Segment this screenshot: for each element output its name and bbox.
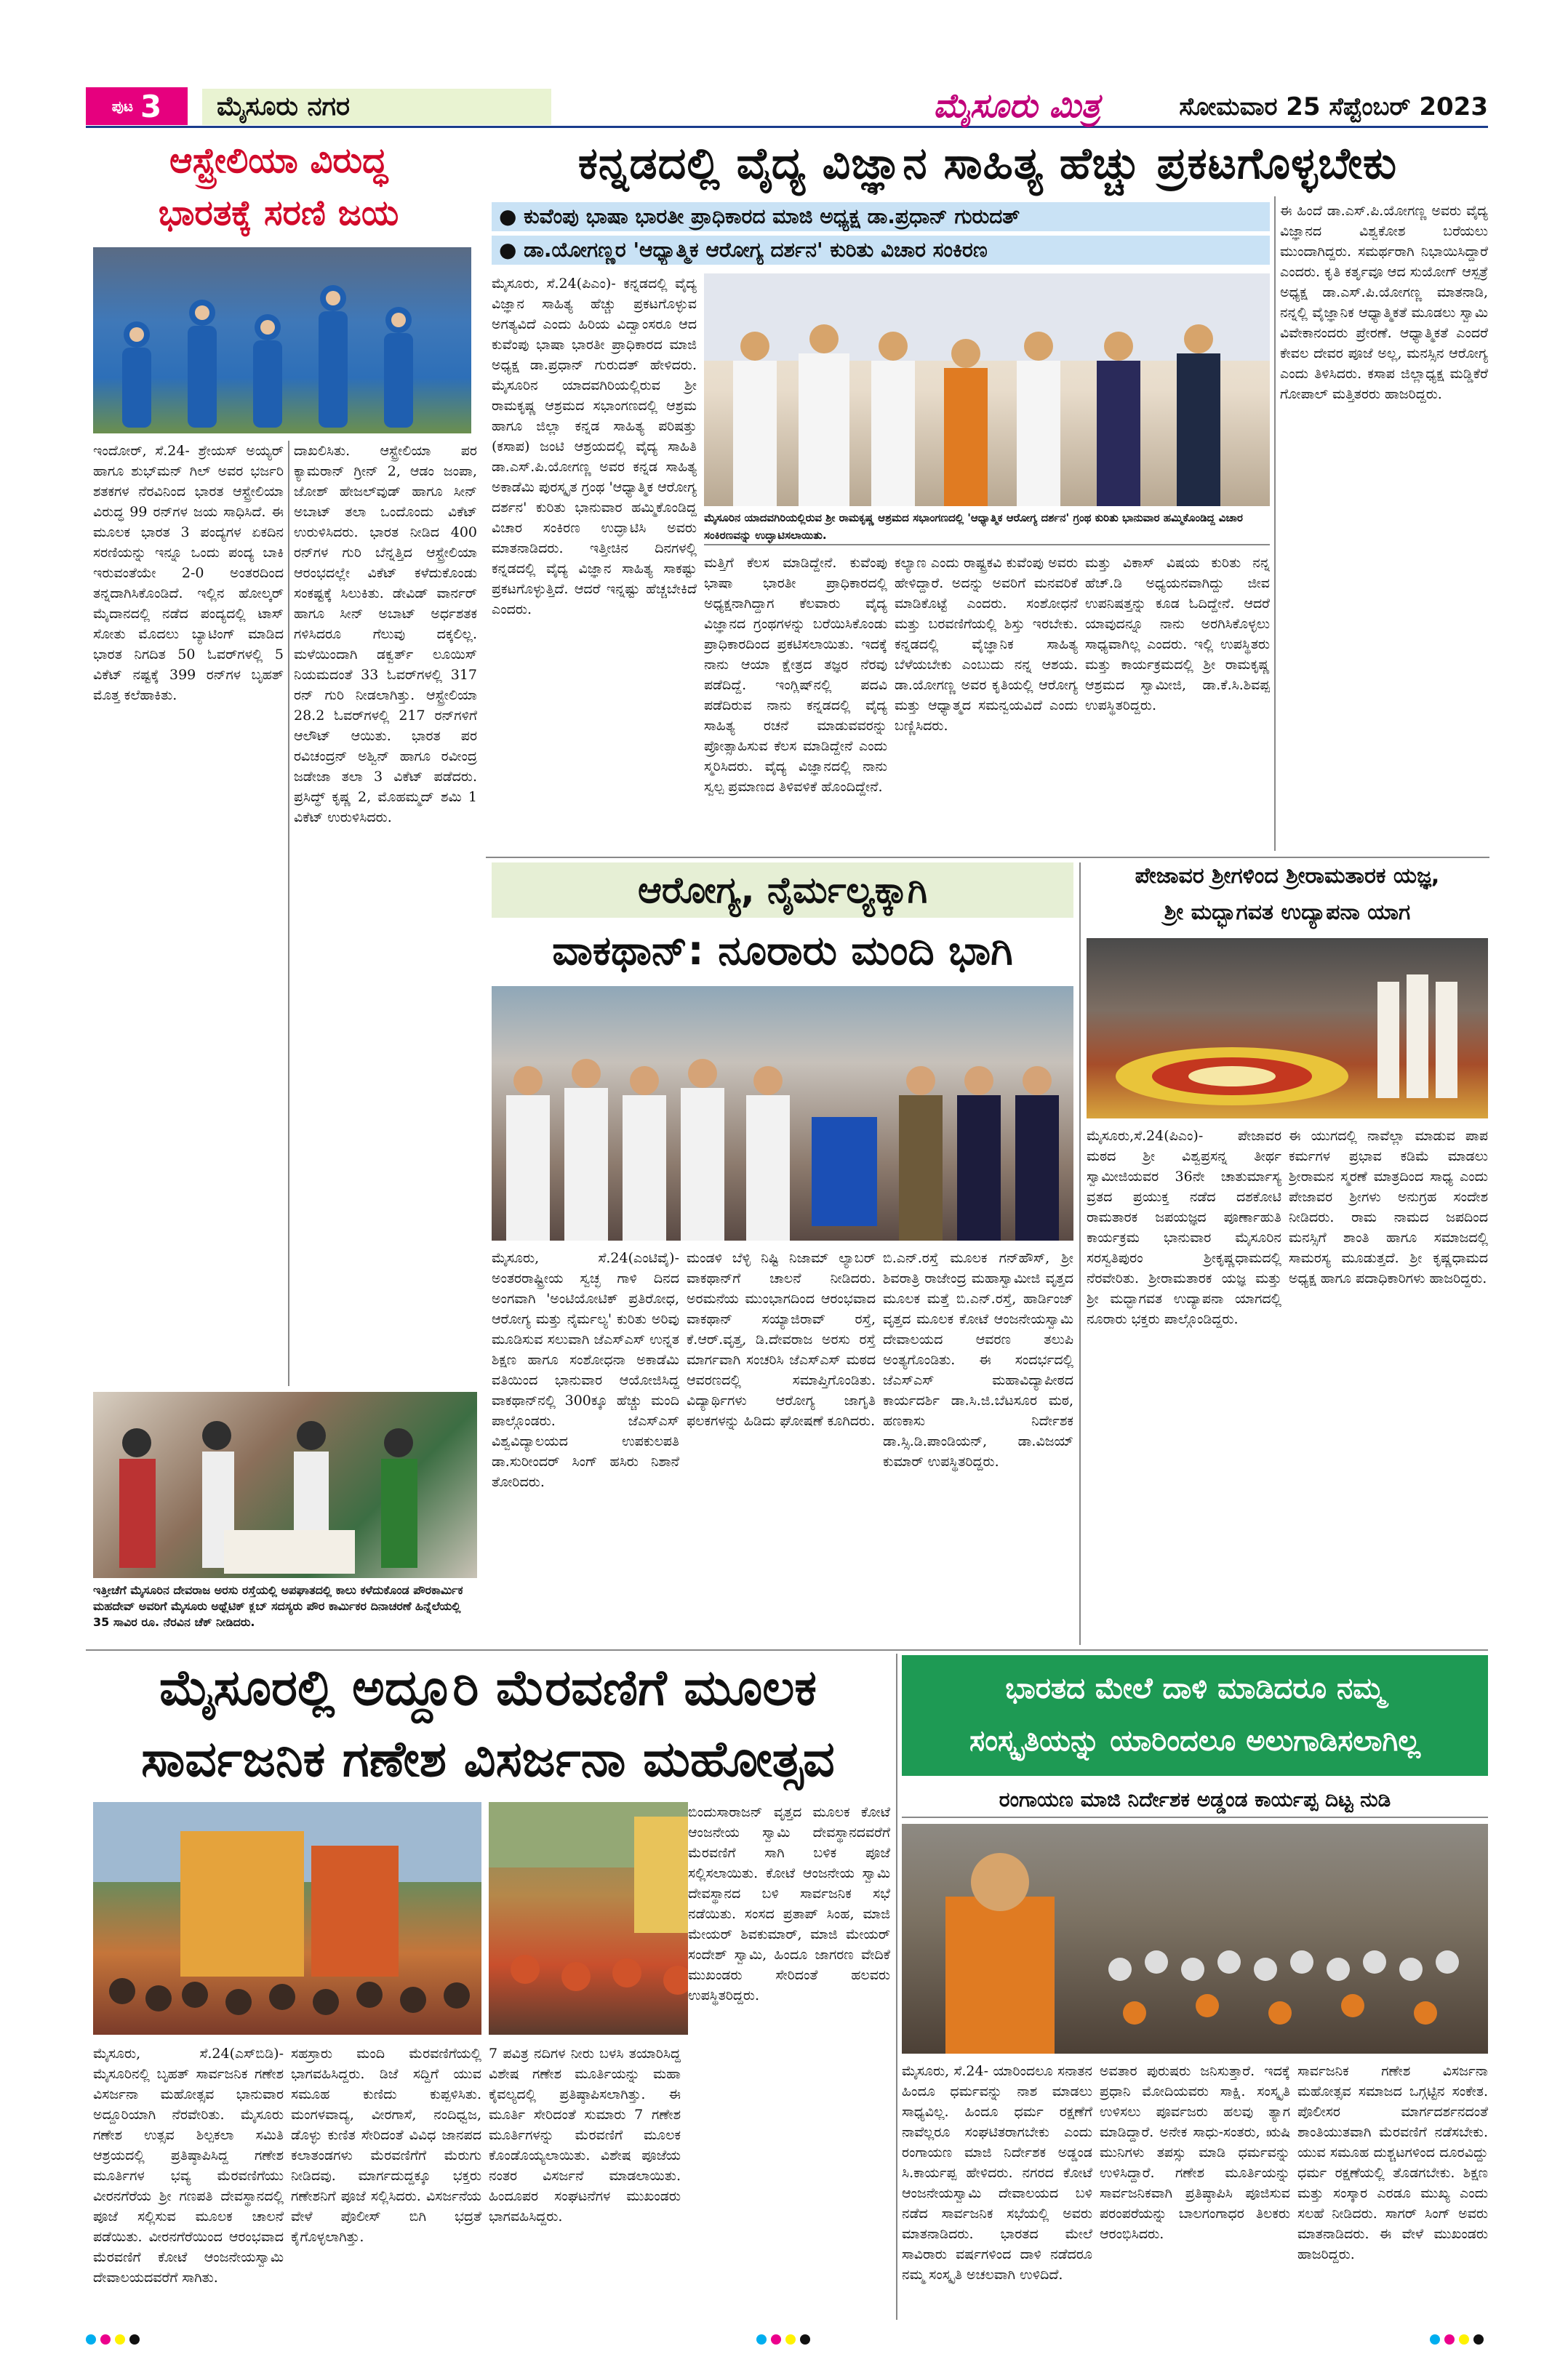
procession-illustration (93, 1802, 481, 2035)
seminar-dignitaries-photo (704, 273, 1270, 506)
magenta-dot (100, 2334, 111, 2345)
ganesha-article-col2: ಸಹಸ್ರಾರು ಮಂದಿ ಮೆರವಣಿಗೆಯಲ್ಲಿ ಭಾಗವಹಿಸಿದ್ದರು. ಡಿಜೆ ಸದ್ದಿಗೆ ಯುವ ಸಮೂಹ ಕುಣಿದು ಕುಪ್ಪಳಿಸಿತು. ಮಂಗಳವಾದ್ಯ, ವೀರಗಾಸೆ, ನಂದಿಧ್ವಜ, ಡೊಳ್ಳು ಕುಣಿತ ಸೇರಿದಂತೆ ವಿವಿಧ ಜಾನಪದ ಕಲಾತಂಡಗಳು ಮೆರವಣಿಗೆಗೆ ಮೆರುಗು ನೀಡಿದವು. ಮಾರ್ಗದುದ್ದಕ್ಕೂ ಭಕ್ತರು ಗಣೇಶನಿಗೆ ಪೂಜೆ ಸಲ್ಲಿಸಿದರು. ವಿಸರ್ಜನೆಯ ವೇಳೆ ಪೊಲೀಸ್ ಬಿಗಿ ಭದ್ರತೆ ಕೈಗೊಳ್ಳಲಾಗಿತ್ತು. (291, 2046, 481, 2245)
seminar-article-right: ಈ ಹಿಂದೆ ಡಾ.ಎಸ್.ಪಿ.ಯೋಗಣ್ಣ ಅವರು ವೈದ್ಯ ವಿಜ್ಞಾನದ ವಿಶ್ವಕೋಶ ಬರೆಯಲು ಮುಂದಾಗಿದ್ದರು. ಸಮರ್ಥರಾಗಿ ನಿಭಾಯಿಸಿದ್ದಾರೆ ಎಂದರು. ಕೃತಿ ಕರ್ತೃವೂ ಆದ ಸುಯೋಗ್ ಆಸ್ಪತ್ರೆ ಅಧ್ಯಕ್ಷ ಡಾ.ಎಸ್.ಪಿ.ಯೋಗಣ್ಣ ಮಾತನಾಡಿ, ನನ್ನಲ್ಲಿ ವೈಜ್ಞಾನಿಕ ಆಧ್ಯಾತ್ಮಿಕತೆ ಮೂಡಲು ಸ್ವಾಮಿ ವಿವೇಕಾನಂದರು ಪ್ರೇರಣೆ. ಆಧ್ಯಾತ್ಮಿಕತೆ ಎಂದರೆ ಕೇವಲ ದೇವರ ಪೂಜೆ ಅಲ್ಲ, ಮನಸ್ಸಿನ ಆರೋಗ್ಯ ಎಂದು ತಿಳಿಸಿದರು. ಕಸಾಪ ಜಿಲ್ಲಾಧ್ಯಕ್ಷ ಮಡ್ಡಿಕೆರೆ ಗೋಪಾಲ್ ಮತ್ತಿತರರು ಹಾಜರಿದ್ದರು. (1280, 203, 1488, 402)
cyan-dot (86, 2334, 96, 2345)
page-label: ಪುಟ (111, 97, 134, 115)
hospital-photo-caption: ಇತ್ತೀಚೆಗೆ ಮೈಸೂರಿನ ದೇವರಾಜ ಅರಸು ರಸ್ತೆಯಲ್ಲಿ ಅಪಘಾತದಲ್ಲಿ ಕಾಲು ಕಳೆದುಕೊಂಡ ಪೌರಕಾರ್ಮಿಕ ಮಹದೇವ್ ಅವರಿಗೆ ಮೈಸೂರು ಅಥ್ಲೆಟಿಕ್ ಕ್ಲಬ್ ಸದಸ್ಯರು ಪೌರ ಕಾರ್ಮಿಕರ ದಿನಾಚರಣೆ ಹಿನ್ನೆಲೆಯಲ್ಲಿ 35 ಸಾವಿರ ರೂ. ನೆರವಿನ ಚೆಕ್ ನೀಡಿದರು. (93, 1583, 463, 1629)
masthead: ಮೈಸೂರು ಮಿತ್ರ (933, 86, 1100, 125)
column-divider (1079, 862, 1081, 1645)
culture-article-col1: ಮೈಸೂರು, ಸೆ.24- ಯಾರಿಂದಲೂ ಸನಾತನ ಹಿಂದೂ ಧರ್ಮವನ್ನು ನಾಶ ಮಾಡಲು ಸಾಧ್ಯವಿಲ್ಲ. ಹಿಂದೂ ಧರ್ಮ ರಕ್ಷಣೆಗೆ ನಾವೆಲ್ಲರೂ ಸಂಘಟಿತರಾಗಬೇಕು ಎಂದು ರಂಗಾಯಣ ಮಾಜಿ ನಿರ್ದೇಶಕ ಅಡ್ಡಂಡ ಸಿ.ಕಾರ್ಯಪ್ಪ ಹೇಳಿದರು. ನಗರದ ಕೋಟೆ ಆಂಜನೇಯಸ್ವಾಮಿ ದೇವಾಲಯದ ಬಳಿ ನಡೆದ ಸಾರ್ವಜನಿಕ ಸಭೆಯಲ್ಲಿ ಅವರು ಮಾತನಾಡಿದರು. ಭಾರತದ ಮೇಲೆ ಸಾವಿರಾರು ವರ್ಷಗಳಿಂದ ದಾಳಿ ನಡೆದರೂ ನಮ್ಮ ಸಂಸ್ಕೃತಿ ಅಚಲವಾಗಿ ಉಳಿದಿದೆ. (902, 2063, 1092, 2283)
yaga-article-col1: ಮೈಸೂರು,ಸೆ.24(ಪಿಎಂ)- ಪೇಜಾವರ ಮಠದ ಶ್ರೀ ವಿಶ್ವಪ್ರಸನ್ನ ತೀರ್ಥ ಸ್ವಾಮೀಜಿಯವರ 36ನೇ ಚಾತುರ್ಮಾಸ್ಯ ವ್ರತದ ಪ್ರಯುಕ್ತ ನಡೆದ ದಶಕೋಟಿ ರಾಮತಾರಕ ಜಪಯಜ್ಞದ ಪೂರ್ಣಾಹುತಿ ಕಾರ್ಯಕ್ರಮ ಭಾನುವಾರ ಮೈಸೂರಿನ ಸರಸ್ವತಿಪುರಂ ಶ್ರೀಕೃಷ್ಣಧಾಮದಲ್ಲಿ ನೆರವೇರಿತು. ಶ್ರೀರಾಮತಾರಕ ಯಜ್ಞ ಮತ್ತು ಶ್ರೀ ಮದ್ಭಾಗವತ ಉದ್ಯಾಪನಾ ಯಾಗದಲ್ಲಿ ನೂರಾರು ಭಕ್ತರು ಪಾಲ್ಗೊಂಡಿದ್ದರು. (1087, 1128, 1281, 1327)
culture-headline-1: ಭಾರತದ ಮೇಲೆ ದಾಳಿ ಮಾಡಿದರೂ ನಮ್ಮ (1005, 1672, 1385, 1705)
speaker-crowd-illustration (902, 1824, 1488, 2054)
seminar-article-col-a: ಮತ್ತಿಗೆ ಕೆಲಸ ಮಾಡಿದ್ದೇನೆ. ಕುವೆಂಪು ಭಾಷಾ ಭಾರತೀ ಪ್ರಾಧಿಕಾರದಲ್ಲಿ ಅಧ್ಯಕ್ಷನಾಗಿದ್ದಾಗ ಕೆಲವಾರು ವೈದ್ಯ ವಿಜ್ಞಾನದ ಗ್ರಂಥಗಳನ್ನು ಬರೆಯಿಸಿಕೊಂಡು ಪ್ರಾಧಿಕಾರದಿಂದ ಪ್ರಕಟಿಸಲಾಯಿತು. ಇದಕ್ಕೆ ನಾನು ಆಯಾ ಕ್ಷೇತ್ರದ ತಜ್ಞರ ನೆರವು ಪಡೆದಿದ್ದೆ. ಇಂಗ್ಲಿಷ್‌ನಲ್ಲಿ ಪದವಿ ಪಡೆದಿರುವ ನಾನು ಕನ್ನಡದಲ್ಲಿ ವೈದ್ಯ ಸಾಹಿತ್ಯ ರಚನೆ ಮಾಡುವವರನ್ನು ಪ್ರೋತ್ಸಾಹಿಸುವ ಕೆಲಸ ಮಾಡಿದ್ದೇನೆ ಎಂದು ಸ್ಮರಿಸಿದರು. ವೈದ್ಯ ವಿಜ್ಞಾನದಲ್ಲಿ ನಾನು ಸ್ವಲ್ಪ ಪ್ರಮಾಣದ ತಿಳಿವಳಿಕೆ ಹೊಂದಿದ್ದೇನೆ. (704, 555, 887, 795)
cricket-headline-1: ಆಸ್ಟ್ರೇಲಿಯಾ ವಿರುದ್ಧ (169, 140, 388, 181)
seminar-subhead-2: ● ಡಾ.ಯೋಗಣ್ಣರ 'ಆಧ್ಯಾತ್ಮಿಕ ಆರೋಗ್ಯ ದರ್ಶನ' ಕುರಿತು ವಿಚಾರ ಸಂಕಿರಣ (492, 236, 1270, 265)
walkathon-article-col1: ಮೈಸೂರು, ಸೆ.24(ಎಂಟಿವೈ)- ಅಂತರರಾಷ್ಟ್ರೀಯ ಸ್ವಚ್ಛ ಗಾಳಿ ದಿನದ ಅಂಗವಾಗಿ 'ಅಂಟಿಯೋಟಿಕ್ ಪ್ರತಿರೋಧ, ಆರೋಗ್ಯ ಮತ್ತು ನೈರ್ಮಲ್ಯ' ಕುರಿತು ಅರಿವು ಮೂಡಿಸುವ ಸಲುವಾಗಿ ಜೆಎಸ್‌ಎಸ್ ಉನ್ನತ ಶಿಕ್ಷಣ ಹಾಗೂ ಸಂಶೋಧನಾ ಅಕಾಡೆಮಿ ವತಿಯಿಂದ ಭಾನುವಾರ ಆಯೋಜಿಸಿದ್ದ ವಾಕಥಾನ್‌ನಲ್ಲಿ 300ಕ್ಕೂ ಹೆಚ್ಚು ಮಂದಿ ಪಾಲ್ಗೊಂಡರು. ಜೆಎಸ್‌ಎಸ್ ವಿಶ್ವವಿದ್ಯಾಲಯದ ಉಪಕುಲಪತಿ ಡಾ.ಸುರೀಂದರ್ ಸಿಂಗ್ ಹಸಿರು ನಿಶಾನೆ ತೋರಿದರು. (492, 1250, 679, 1490)
column-divider (288, 441, 289, 1386)
yellow-dot (115, 2334, 125, 2345)
walkathon-headline-2: ವಾಕಥಾನ್: ನೂರಾರು ಮಂದಿ ಭಾಗಿ (552, 927, 1013, 974)
magenta-dot (771, 2334, 781, 2345)
cricket-players-illustration (93, 247, 471, 433)
ganesha-headline-1: ಮೈಸೂರಲ್ಲಿ ಅದ್ದೂರಿ ಮೆರವಣಿಗೆ ಮೂಲಕ (159, 1660, 817, 1717)
yaga-article-col2: ಈ ಯುಗದಲ್ಲಿ ನಾವೆಲ್ಲಾ ಮಾಡುವ ಪಾಪ ಕರ್ಮಗಳ ಪ್ರಭಾವ ಕಡಿಮೆ ಮಾಡಲು ಶ್ರೀರಾಮನ ಸ್ಮರಣೆ ಮಾತ್ರದಿಂದ ಸಾಧ್ಯ ಎಂದು ಪೇಜಾವರ ಶ್ರೀಗಳು ಅನುಗ್ರಹ ಸಂದೇಶ ನೀಡಿದರು. ರಾಮ ನಾಮದ ಜಪದಿಂದ ಮನಸ್ಸಿಗೆ ಶಾಂತಿ ಹಾಗೂ ಸಮಾಜದಲ್ಲಿ ಸಾಮರಸ್ಯ ಮೂಡುತ್ತದೆ. ಶ್ರೀ ಕೃಷ್ಣಧಾಮದ ಅಧ್ಯಕ್ಷ ಹಾಗೂ ಪದಾಧಿಕಾರಿಗಳು ಹಾಜರಿದ್ದರು. (1289, 1128, 1488, 1286)
header-date: ಸೋಮವಾರ 25 ಸೆಪ್ಟೆಂಬರ್ 2023 (1179, 92, 1488, 121)
yellow-dot (785, 2334, 796, 2345)
yellow-dot (1459, 2334, 1469, 2345)
culture-article-col3: ಸಾರ್ವಜನಿಕ ಗಣೇಶ ವಿಸರ್ಜನಾ ಮಹೋತ್ಸವ ಸಮಾಜದ ಒಗ್ಗಟ್ಟಿನ ಸಂಕೇತ. ಪೊಲೀಸರ ಮಾರ್ಗದರ್ಶನದಂತೆ ಶಾಂತಿಯುತವಾಗಿ ಮೆರವಣಿಗೆ ನಡೆಸಬೇಕು. ಯುವ ಸಮೂಹ ದುಶ್ಚಟಗಳಿಂದ ದೂರವಿದ್ದು ಧರ್ಮ ರಕ್ಷಣೆಯಲ್ಲಿ ತೊಡಗಬೇಕು. ಶಿಕ್ಷಣ ಮತ್ತು ಸಂಸ್ಕಾರ ಎರಡೂ ಮುಖ್ಯ ಎಂದು ಸಲಹೆ ನೀಡಿದರು. ಸಾಗರ್ ಸಿಂಗ್ ಅವರು ಮಾತನಾಡಿದರು. ಈ ವೇಳೆ ಮುಖಂಡರು ಹಾಜರಿದ್ದರು. (1297, 2063, 1488, 2262)
seminar-headline: ಕನ್ನಡದಲ್ಲಿ ವೈದ್ಯ ವಿಜ್ಞಾನ ಸಾಹಿತ್ಯ ಹೆಚ್ಚು ಪ್ರಕಟಗೊಳ್ಳಬೇಕು (577, 138, 1398, 189)
culture-speaker-photo (902, 1824, 1488, 2054)
cyan-dot (1430, 2334, 1440, 2345)
seminar-article-left: ಮೈಸೂರು, ಸೆ.24(ಪಿಎಂ)- ಕನ್ನಡದಲ್ಲಿ ವೈದ್ಯ ವಿಜ್ಞಾನ ಸಾಹಿತ್ಯ ಹೆಚ್ಚು ಪ್ರಕಟಗೊಳ್ಳುವ ಅಗತ್ಯವಿದೆ ಎಂದು ಹಿರಿಯ ವಿದ್ವಾಂಸರೂ ಆದ ಕುವೆಂಪು ಭಾಷಾ ಭಾರತೀ ಪ್ರಾಧಿಕಾರದ ಮಾಜಿ ಅಧ್ಯಕ್ಷ ಡಾ.ಪ್ರಧಾನ್ ಗುರುದತ್ ಹೇಳಿದರು. ಮೈಸೂರಿನ ಯಾದವಗಿರಿಯಲ್ಲಿರುವ ಶ್ರೀ ರಾಮಕೃಷ್ಣ ಆಶ್ರಮದ ಸಭಾಂಗಣದಲ್ಲಿ ಆಶ್ರಮ ಹಾಗೂ ಜಿಲ್ಲಾ ಕನ್ನಡ ಸಾಹಿತ್ಯ ಪರಿಷತ್ತು (ಕಸಾಪ) ಜಂಟಿ ಆಶ್ರಯದಲ್ಲಿ ವೈದ್ಯ ಸಾಹಿತಿ ಡಾ.ಎಸ್.ಪಿ.ಯೋಗಣ್ಣ ಅವರ ಕನ್ನಡ ಸಾಹಿತ್ಯ ಅಕಾಡೆಮಿ ಪುರಸ್ಕೃತ ಗ್ರಂಥ 'ಆಧ್ಯಾತ್ಮಿಕ ಆರೋಗ್ಯ ದರ್ಶನ' ಕುರಿತು ಭಾನುವಾರ ಹಮ್ಮಿಕೊಂಡಿದ್ದ ವಿಚಾರ ಸಂಕಿರಣ ಉದ್ಘಾಟಿಸಿ ಅವರು ಮಾತನಾಡಿದರು. ಇತ್ತೀಚಿನ ದಿನಗಳಲ್ಲಿ ಕನ್ನಡದಲ್ಲಿ ವೈದ್ಯ ವಿಜ್ಞಾನ ಸಾಹಿತ್ಯ ಸಾಕಷ್ಟು ಪ್ರಕಟಗೊಳ್ಳುತ್ತಿದೆ. ಆದರೆ ಇನ್ನಷ್ಟು ಹೆಚ್ಚಬೇಕಿದೆ ಎಂದರು. (492, 276, 697, 617)
walkathon-article-col3: ಬಿ.ಎನ್.ರಸ್ತೆ ಮೂಲಕ ಗನ್‌ಹೌಸ್, ಶ್ರೀ ಶಿವರಾತ್ರಿ ರಾಜೇಂದ್ರ ಮಹಾಸ್ವಾಮೀಜಿ ವೃತ್ತದ ಮೂಲಕ ಮತ್ತೆ ಬಿ.ಎನ್.ರಸ್ತೆ, ಹಾರ್ಡಿಂಜ್ ವೃತ್ತದ ಮೂಲಕ ಕೋಟೆ ಆಂಜನೇಯಸ್ವಾಮಿ ದೇವಾಲಯದ ಆವರಣ ತಲುಪಿ ಅಂತ್ಯಗೊಂಡಿತು. ಈ ಸಂದರ್ಭದಲ್ಲಿ ಜೆಎಸ್‌ಎಸ್ ಮಹಾವಿದ್ಯಾಪೀಠದ ಕಾರ್ಯದರ್ಶಿ ಡಾ.ಸಿ.ಜಿ.ಬೆಟಸೂರ ಮಠ, ಹಣಕಾಸು ನಿರ್ದೇಶಕ ಡಾ.ಸ್ಸಿ.ಡಿ.ಪಾಂಡಿಯನ್, ಡಾ.ವಿಜಯ್ ಕುಮಾರ್ ಉಪಸ್ಥಿತರಿದ್ದರು. (883, 1250, 1073, 1470)
registration-marks-right (1430, 2334, 1488, 2346)
hospital-cheque-photo (93, 1392, 477, 1578)
seminar-subhead-1: ● ಕುವೆಂಪು ಭಾಷಾ ಭಾರತೀ ಪ್ರಾಧಿಕಾರದ ಮಾಜಿ ಅಧ್ಯಕ್ಷ ಡಾ.ಪ್ರಧಾನ್ ಗುರುದತ್ (492, 202, 1270, 231)
walkathon-article-col2: ಮಂಡಳಿ ಬೆಳ್ಳಿ ನಿಷ್ಟಿ ನಿಜಾಮ್ ಲ್ಯಾಬರ್ ವಾಕಥಾನ್‌ಗೆ ಚಾಲನೆ ನೀಡಿದರು. ಅರಮನೆಯ ಮುಂಭಾಗದಿಂದ ಆರಂಭವಾದ ವಾಕಥಾನ್ ಸಯ್ಯಾಜಿರಾವ್ ರಸ್ತೆ, ಕೆ.ಆರ್.ವೃತ್ತ, ಡಿ.ದೇವರಾಜ ಅರಸು ರಸ್ತೆ ಮಾರ್ಗವಾಗಿ ಸಂಚರಿಸಿ ಜೆಎಸ್‌ಎಸ್ ಮಠದ ಆವರಣದಲ್ಲಿ ಸಮಾಪ್ತಿಗೊಂಡಿತು. ವಿದ್ಯಾರ್ಥಿಗಳು ಆರೋಗ್ಯ ಜಾಗೃತಿ ಫಲಕಗಳನ್ನು ಹಿಡಿದು ಘೋಷಣೆ ಕೂಗಿದರು. (687, 1250, 876, 1429)
ganesha-procession-photo-1 (93, 1802, 481, 2035)
black-dot (1473, 2334, 1484, 2345)
column-divider (896, 1654, 897, 2320)
yaga-fire-illustration (1087, 938, 1488, 1118)
magenta-dot (1444, 2334, 1455, 2345)
yaga-ritual-photo (1087, 938, 1488, 1118)
seminar-photo-caption: ಮೈಸೂರಿನ ಯಾದವಗಿರಿಯಲ್ಲಿರುವ ಶ್ರೀ ರಾಮಕೃಷ್ಣ ಆಶ್ರಮದ ಸಭಾಂಗಣದಲ್ಲಿ 'ಆಧ್ಯಾತ್ಮಿಕ ಆರೋಗ್ಯ ದರ್ಶನ' ಗ್ರಂಥ ಕುರಿತು ಭಾನುವಾರ ಹಮ್ಮಿಕೊಂಡಿದ್ದ ವಿಚಾರ ಸಂಕಿರಣವನ್ನು ಉದ್ಘಾಟಿಸಲಾಯಿತು. (704, 509, 1270, 545)
cyan-dot (756, 2334, 767, 2345)
walkathon-photo (492, 986, 1073, 1241)
culture-article-col2: ಅವತಾರ ಪುರುಷರು ಜನಿಸುತ್ತಾರೆ. ಇದಕ್ಕೆ ಪ್ರಧಾನಿ ಮೋದಿಯವರು ಸಾಕ್ಷಿ. ಸಂಸ್ಕೃತಿ ಉಳಿಸಲು ಪೂರ್ವಜರು ಹಲವು ತ್ಯಾಗ ಮಾಡಿದ್ದಾರೆ. ಅನೇಕ ಸಾಧು-ಸಂತರು, ಋಷಿ ಮುನಿಗಳು ತಪಸ್ಸು ಮಾಡಿ ಧರ್ಮವನ್ನು ಉಳಿಸಿದ್ದಾರೆ. ಗಣೇಶ ಮೂರ್ತಿಯನ್ನು ಸಾರ್ವಜನಿಕವಾಗಿ ಪ್ರತಿಷ್ಠಾಪಿಸಿ ಪೂಜಿಸುವ ಪರಂಪರೆಯನ್ನು ಬಾಲಗಂಗಾಧರ ತಿಲಕರು ಆರಂಭಿಸಿದರು. (1100, 2063, 1290, 2242)
ganesha-article-col1: ಮೈಸೂರು, ಸೆ.24(ಎಸ್‌ಬಿಡಿ)- ಮೈಸೂರಿನಲ್ಲಿ ಬೃಹತ್ ಸಾರ್ವಜನಿಕ ಗಣೇಶ ವಿಸರ್ಜನಾ ಮಹೋತ್ಸವ ಭಾನುವಾರ ಅದ್ದೂರಿಯಾಗಿ ನೆರವೇರಿತು. ಮೈಸೂರು ಗಣೇಶ ಉತ್ಸವ ಶಿಲ್ಪಕಲಾ ಸಮಿತಿ ಆಶ್ರಯದಲ್ಲಿ ಪ್ರತಿಷ್ಠಾಪಿಸಿದ್ದ ಗಣೇಶ ಮೂರ್ತಿಗಳ ಭವ್ಯ ಮೆರವಣಿಗೆಯು ವೀರನಗೆರೆಯ ಶ್ರೀ ಗಣಪತಿ ದೇವಸ್ಥಾನದಲ್ಲಿ ಪೂಜೆ ಸಲ್ಲಿಸುವ ಮೂಲಕ ಚಾಲನೆ ಪಡೆಯಿತು. ವೀರನಗೆರೆಯಿಂದ ಆರಂಭವಾದ ಮೆರವಣಿಗೆ ಕೋಟೆ ಆಂಜನೇಯಸ್ವಾಮಿ ದೇವಾಲಯದವರೆಗೆ ಸಾಗಿತು. (93, 2046, 284, 2286)
cricket-article-col2: ದಾಖಲಿಸಿತು. ಆಸ್ಟ್ರೇಲಿಯಾ ಪರ ಕ್ಯಾಮರಾನ್ ಗ್ರೀನ್ 2, ಆಡಂ ಜಂಪಾ, ಜೋಶ್ ಹೇಜಲ್‌ವುಡ್ ಹಾಗೂ ಸೀನ್ ಅಬಾಟ್ ತಲಾ ಒಂದೊಂದು ವಿಕೆಟ್ ಉರುಳಿಸಿದರು. ಭಾರತ ನೀಡಿದ 400 ರನ್‌ಗಳ ಗುರಿ ಬೆನ್ನತ್ತಿದ ಆಸ್ಟ್ರೇಲಿಯಾ ಆರಂಭದಲ್ಲೇ ವಿಕೆಟ್ ಕಳೆದುಕೊಂಡು ಸಂಕಷ್ಟಕ್ಕೆ ಸಿಲುಕಿತು. ಡೇವಿಡ್ ವಾರ್ನರ್ ಹಾಗೂ ಸೀನ್ ಅಬಾಟ್ ಅರ್ಧಶತಕ ಗಳಿಸಿದರೂ ಗೆಲುವು ದಕ್ಕಲಿಲ್ಲ. ಮಳೆಯಿಂದಾಗಿ ಡಕ್ವರ್ತ್ ಲೂಯಿಸ್ ನಿಯಮದಂತೆ 33 ಓವರ್‌ಗಳಲ್ಲಿ 317 ರನ್ ಗುರಿ ನೀಡಲಾಗಿತ್ತು. ಆಸ್ಟ್ರೇಲಿಯಾ 28.2 ಓವರ್‌ಗಳಲ್ಲಿ 217 ರನ್‌ಗಳಿಗೆ ಆಲೌಟ್ ಆಯಿತು. ಭಾರತ ಪರ ರವಿಚಂದ್ರನ್ ಅಶ್ವಿನ್ ಹಾಗೂ ರವೀಂದ್ರ ಜಡೇಜಾ ತಲಾ 3 ವಿಕೆಟ್ ಪಡೆದರು. ಪ್ರಸಿದ್ಧ್ ಕೃಷ್ಣ 2, ಮೊಹಮ್ಮದ್ ಶಮಿ 1 ವಿಕೆಟ್ ಉರುಳಿಸಿದರು. (294, 443, 477, 825)
ganesha-article-col3: 7 ಪವಿತ್ರ ನದಿಗಳ ನೀರು ಬಳಸಿ ತಯಾರಿಸಿದ್ದ ವಿಶೇಷ ಗಣೇಶ ಮೂರ್ತಿಯನ್ನು ಮಹಾ ಕೈವಲ್ಯದಲ್ಲಿ ಪ್ರತಿಷ್ಠಾಪಿಸಲಾಗಿತ್ತು. ಈ ಮೂರ್ತಿ ಸೇರಿದಂತೆ ಸುಮಾರು 7 ಗಣೇಶ ಮೂರ್ತಿಗಳನ್ನು ಮೆರವಣಿಗೆ ಮೂಲಕ ಕೊಂಡೊಯ್ಯಲಾಯಿತು. ವಿಶೇಷ ಪೂಜೆಯ ನಂತರ ವಿಸರ್ಜನೆ ಮಾಡಲಾಯಿತು. ಹಿಂದೂಪರ ಸಂಘಟನೆಗಳ ಮುಖಂಡರು ಭಾಗವಹಿಸಿದ್ದರು. (489, 2046, 681, 2225)
yaga-headline-1: ಪೇಜಾವರ ಶ್ರೀಗಳಿಂದ ಶ್ರೀರಾಮತಾರಕ ಯಜ್ಞ, (1135, 863, 1440, 889)
registration-marks-left (86, 2334, 144, 2346)
header-bar (86, 84, 1488, 128)
seminar-article-col-b: ಕಲ್ಯಾಣ ಎಂದು ರಾಷ್ಟ್ರಕವಿ ಕುವೆಂಪು ಅವರು ಹೇಳಿದ್ದಾರೆ. ಅದನ್ನು ಅವರಿಗೆ ಮನವರಿಕೆ ಮಾಡಿಕೊಟ್ಟೆ ಎಂದರು. ಸಂಶೋಧನೆ ಮತ್ತು ಬರವಣಿಗೆಯಲ್ಲಿ ಶಿಸ್ತು ಇರಬೇಕು. ಕನ್ನಡದಲ್ಲಿ ವೈಜ್ಞಾನಿಕ ಸಾಹಿತ್ಯ ಬೆಳೆಯಬೇಕು ಎಂಬುದು ನನ್ನ ಆಶಯ. ಡಾ.ಯೋಗಣ್ಣ ಅವರ ಕೃತಿಯಲ್ಲಿ ಆರೋಗ್ಯ ಮತ್ತು ಆಧ್ಯಾತ್ಮದ ಸಮನ್ವಯವಿದೆ ಎಂದು ಬಣ್ಣಿಸಿದರು. (895, 555, 1078, 734)
dignitaries-illustration (704, 273, 1270, 506)
walkathon-headline-1: ಆರೋಗ್ಯ, ನೈರ್ಮಲ್ಯಕ್ಕಾಗಿ (492, 862, 1073, 918)
column-divider (1274, 196, 1276, 851)
culture-headline-2: ಸಂಸ್ಕೃತಿಯನ್ನು ಯಾರಿಂದಲೂ ಅಲುಗಾಡಿಸಲಾಗಿಲ್ಲ (969, 1724, 1421, 1758)
cricket-headline-2: ಭಾರತಕ್ಕೆ ಸರಣಿ ಜಯ (158, 193, 399, 233)
cricket-team-photo (93, 247, 471, 433)
walkathon-crowd-illustration (492, 986, 1073, 1241)
cricket-article-col1: ಇಂದೋರ್, ಸೆ.24- ಶ್ರೇಯಸ್ ಅಯ್ಯರ್ ಹಾಗೂ ಶುಭ್‌ಮನ್ ಗಿಲ್ ಅವರ ಭರ್ಜರಿ ಶತಕಗಳ ನೆರವಿನಿಂದ ಭಾರತ ಆಸ್ಟ್ರೇಲಿಯಾ ವಿರುದ್ಧ 99 ರನ್‌ಗಳ ಜಯ ಸಾಧಿಸಿದೆ. ಈ ಮೂಲಕ ಭಾರತ 3 ಪಂದ್ಯಗಳ ಏಕದಿನ ಸರಣಿಯನ್ನು ಇನ್ನೂ ಒಂದು ಪಂದ್ಯ ಬಾಕಿ ಇರುವಂತೆಯೇ 2-0 ಅಂತರದಿಂದ ತನ್ನದಾಗಿಸಿಕೊಂಡಿದೆ. ಇಲ್ಲಿನ ಹೋಲ್ಕರ್ ಮೈದಾನದಲ್ಲಿ ನಡೆದ ಪಂದ್ಯದಲ್ಲಿ ಟಾಸ್ ಸೋತು ಮೊದಲು ಬ್ಯಾಟಿಂಗ್ ಮಾಡಿದ ಭಾರತ ನಿಗದಿತ 50 ಓವರ್‌ಗಳಲ್ಲಿ 5 ವಿಕೆಟ್ ನಷ್ಟಕ್ಕೆ 399 ರನ್‌ಗಳ ಬೃಹತ್ ಮೊತ್ತ ಕಲೆಹಾಕಿತು. (93, 443, 284, 703)
section-divider (86, 1649, 1488, 1651)
registration-marks-center (756, 2334, 815, 2346)
seminar-article-col-c: ಮತ್ತು ವಿಕಾಸ್ ವಿಷಯ ಕುರಿತು ನನ್ನ ಹೆಚ್.ಡಿ ಅಧ್ಯಯನವಾಗಿದ್ದು ಜೀವ ಉಪನಿಷತ್ತನ್ನು ಕೂಡ ಓದಿದ್ದೇನೆ. ಆದರೆ ಯಾವುದನ್ನೂ ನಾನು ಅರಗಿಸಿಕೊಳ್ಳಲು ಸಾಧ್ಯವಾಗಿಲ್ಲ ಎಂದರು. ಇಲ್ಲಿ ಉಪಸ್ಥಿತರು ಮತ್ತು ಕಾರ್ಯಕ್ರಮದಲ್ಲಿ ಶ್ರೀ ರಾಮಕೃಷ್ಣ ಆಶ್ರಮದ ಸ್ವಾಮೀಜಿ, ಡಾ.ಕೆ.ಸಿ.ಶಿವಪ್ಪ ಉಪಸ್ಥಿತರಿದ್ದರು. (1085, 555, 1270, 713)
people-illustration (93, 1392, 477, 1578)
ganesha-headline-2: ಸಾರ್ವಜನಿಕ ಗಣೇಶ ವಿಸರ್ಜನಾ ಮಹೋತ್ಸವ (141, 1731, 835, 1788)
yaga-headline-2: ಶ್ರೀ ಮದ್ಭಾಗವತ ಉದ್ಯಾಪನಾ ಯಾಗ (1164, 900, 1411, 925)
ganesha-article-col4: ಬಿಂದುಸಾರಾಜನ್ ವೃತ್ತದ ಮೂಲಕ ಕೋಟೆ ಆಂಜನೇಯ ಸ್ವಾಮಿ ದೇವಸ್ಥಾನದವರೆಗೆ ಮೆರವಣಿಗೆ ಸಾಗಿ ಬಳಿಕ ಪೂಜೆ ಸಲ್ಲಿಸಲಾಯಿತು. ಕೋಟೆ ಆಂಜನೇಯ ಸ್ವಾಮಿ ದೇವಸ್ಥಾನದ ಬಳಿ ಸಾರ್ವಜನಿಕ ಸಭೆ ನಡೆಯಿತು. ಸಂಸದ ಪ್ರತಾಪ್ ಸಿಂಹ, ಮಾಜಿ ಮೇಯರ್ ಶಿವಕುಮಾರ್, ಮಾಜಿ ಮೇಯರ್ ಸಂದೇಶ್ ಸ್ವಾಮಿ, ಹಿಂದೂ ಜಾಗರಣ ವೇದಿಕೆ ಮುಖಂಡರು ಸೇರಿದಂತೆ ಹಲವರು ಉಪಸ್ಥಿತರಿದ್ದರು. (688, 1802, 890, 2320)
section-name: ಮೈಸೂರು ನಗರ (202, 89, 551, 125)
black-dot (129, 2334, 140, 2345)
page-number: 3 (140, 88, 162, 124)
culture-subhead: ರಂಗಾಯಣ ಮಾಜಿ ನಿರ್ದೇಶಕ ಅಡ್ಡಂಡ ಕಾರ್ಯಪ್ಪ ದಿಟ್ಟ ನುಡಿ (902, 1782, 1488, 1818)
page-number-box (86, 87, 188, 125)
black-dot (800, 2334, 810, 2345)
